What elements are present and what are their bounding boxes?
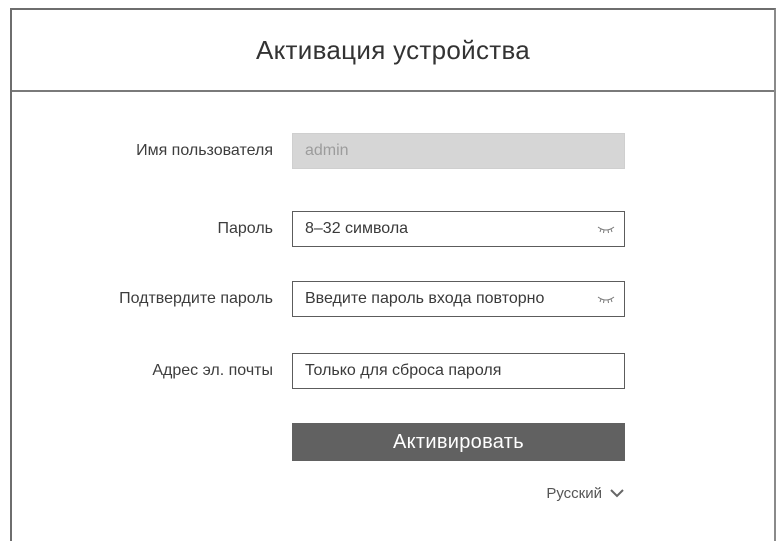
confirm-password-field[interactable] bbox=[292, 281, 625, 317]
password-placeholder: 8–32 символа bbox=[305, 220, 409, 237]
email-row bbox=[12, 352, 774, 390]
eye-closed-icon[interactable] bbox=[596, 294, 616, 304]
username-field bbox=[292, 133, 625, 169]
title-divider bbox=[12, 90, 774, 92]
password-row bbox=[12, 210, 774, 248]
username-row bbox=[12, 132, 774, 170]
page-title: Активация устройства bbox=[255, 34, 531, 65]
email-placeholder: Только для сброса пароля bbox=[305, 362, 502, 379]
username-value: admin bbox=[305, 142, 349, 159]
chevron-down-icon bbox=[610, 488, 624, 498]
password-field[interactable] bbox=[292, 211, 625, 247]
username-label: Имя пользователя bbox=[136, 142, 273, 159]
activate-button[interactable]: Активировать bbox=[292, 423, 625, 461]
confirm-placeholder: Введите пароль входа повторно bbox=[305, 290, 545, 307]
email-field[interactable] bbox=[292, 353, 625, 389]
email-label: Адрес эл. почты bbox=[152, 362, 273, 379]
confirm-label: Подтвердите пароль bbox=[119, 290, 273, 307]
language-selector[interactable] bbox=[546, 480, 624, 506]
activation-panel bbox=[10, 8, 776, 541]
confirm-row bbox=[12, 280, 774, 318]
password-label: Пароль bbox=[217, 220, 273, 237]
eye-closed-icon[interactable] bbox=[596, 224, 616, 234]
language-label: Русский bbox=[546, 484, 602, 502]
